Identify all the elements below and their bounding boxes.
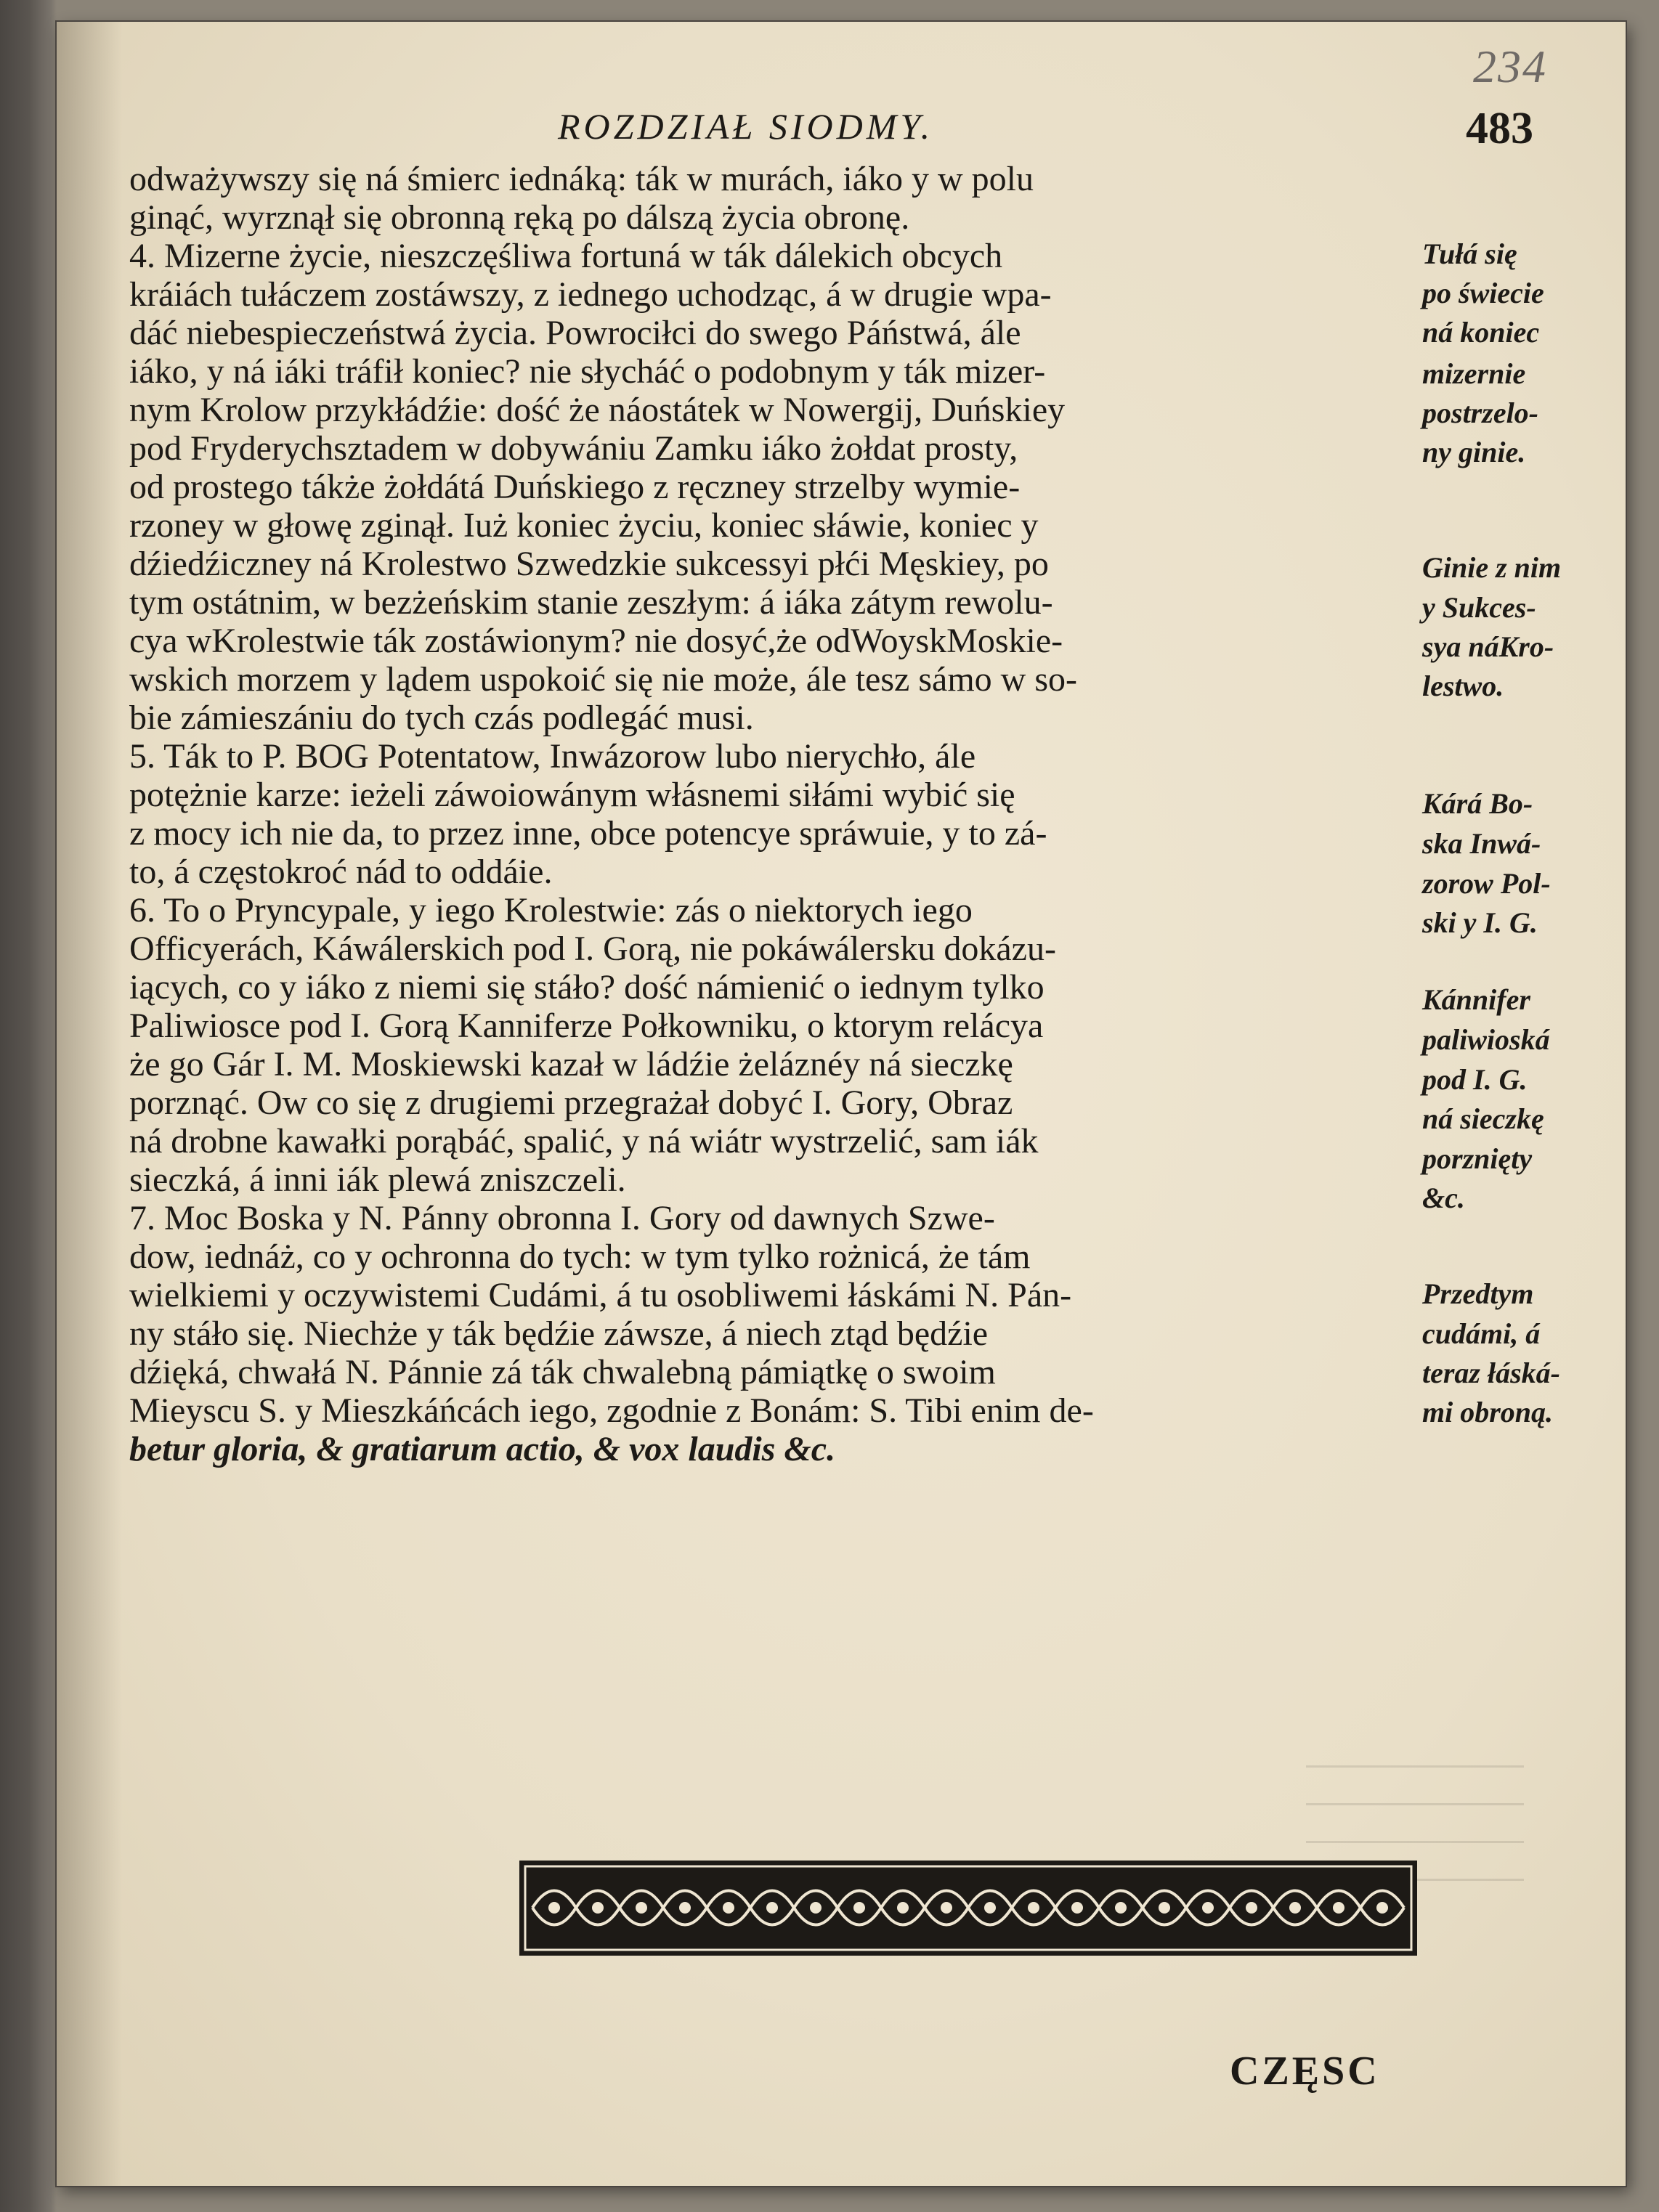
- margin-note: mi obroną.: [1422, 1396, 1554, 1428]
- margin-note: &c.: [1422, 1182, 1465, 1214]
- text-line: cya wKrolestwie ták zostáwionym? nie dosyć,że odWoyskMoskie-: [129, 622, 1063, 660]
- text-line: Paliwiosce pod I. Gorą Kanniferze Połkowniku, o ktorym relácya: [129, 1007, 1044, 1045]
- catchword: CZĘSC: [1230, 2049, 1380, 2094]
- text-line: odważywszy się ná śmierc iednáką: ták w murách, iáko y w polu: [129, 160, 1034, 198]
- margin-note: zorow Pol-: [1422, 867, 1551, 900]
- margin-note: mizernie: [1422, 357, 1526, 390]
- text-line: dźięká, chwałá N. Pánnie zá ták chwalebną pámiątkę o swoim: [129, 1353, 996, 1391]
- book-page: [57, 22, 1626, 2186]
- page-number: 483: [1466, 104, 1533, 153]
- margin-note: postrzelo-: [1422, 397, 1538, 429]
- text-line-latin: betur gloria, & gratiarum actio, & vox laudis &c.: [129, 1430, 836, 1468]
- text-line: bie zámieszániu do tych czás podlegáć musi.: [129, 699, 754, 737]
- text-line: że go Gár I. M. Moskiewski kazał w ládźie żeláznéy ná sieczkę: [129, 1045, 1013, 1083]
- text-line: ginąć, wyrznął się obronną ręką po dálszą życia obronę.: [129, 198, 910, 237]
- text-line: 7. Moc Boska y N. Pánny obronna I. Gory od dawnych Szwe-: [129, 1199, 995, 1237]
- text-line: porznąć. Ow co się z drugiemi przegrażał dobyć I. Gory, Obraz: [129, 1083, 1013, 1122]
- text-line: dow, iednáż, co y ochronna do tych: w tym tylko rożnicá, że tám: [129, 1237, 1031, 1276]
- text-line: tym ostátnim, w bezżeńskim stanie zeszłym: á iáka zátym rewolu-: [129, 583, 1053, 622]
- text-line: Mieyscu S. y Mieszkáńcách iego, zgodnie z Bonám: S. Tibi enim de-: [129, 1391, 1094, 1430]
- margin-note: porznięty: [1422, 1142, 1533, 1175]
- body-text: [129, 160, 1429, 1468]
- text-line: dźiedźiczney ná Krolestwo Szwedzkie sukcessyi płći Męskiey, po: [129, 545, 1049, 583]
- text-line: iących, co y iáko z niemi się stáło? dość námienić o iednym tylko: [129, 968, 1045, 1007]
- text-line: 6. To o Pryncypale, y iego Krolestwie: zás o niektorych iego: [129, 891, 973, 930]
- archive-number: 234: [1473, 41, 1547, 92]
- margin-note: paliwioská: [1422, 1023, 1550, 1056]
- text-line: ná drobne kawałki porąbáć, spalić, y ná wiátr wystrzelić, sam iák: [129, 1122, 1039, 1160]
- text-line: potężnie karze: ieżeli záwoiowánym włásnemi siłámi wybić się: [129, 776, 1015, 814]
- margin-note: Kánnifer: [1422, 983, 1530, 1016]
- margin-note: ski y I. G.: [1422, 906, 1538, 939]
- text-line: pod Fryderychsztadem w dobywániu Zamku iáko żołdat prosty,: [129, 429, 1018, 468]
- text-line: Officyerách, Káwálerskich pod I. Gorą, nie pokáwálersku dokázu-: [129, 930, 1056, 968]
- running-head: ROZDZIAŁ SIODMY.: [558, 106, 934, 147]
- margin-note: Przedtym: [1422, 1277, 1534, 1310]
- margin-note: po świecie: [1422, 277, 1544, 309]
- margin-note: ny ginie.: [1422, 436, 1526, 468]
- text-line: rzoney w głowę zginął. Iuż koniec życiu, koniec słáwie, koniec y: [129, 506, 1039, 545]
- text-line: 5. Ták to P. BOG Potentatow, Inwázorow lubo nierychło, ále: [129, 737, 976, 776]
- margin-note: ná koniec: [1422, 316, 1540, 349]
- text-line: kráiách tułáczem zostáwszy, z iednego uchodząc, á w drugie wpa-: [129, 275, 1052, 314]
- decorative-ornament-band: [518, 1859, 1419, 1957]
- margin-note: pod I. G.: [1422, 1063, 1528, 1096]
- margin-note: cudámi, á: [1422, 1317, 1541, 1350]
- text-line: wielkiemi y oczywistemi Cudámi, á tu osobliwemi łáskámi N. Pán-: [129, 1276, 1072, 1314]
- margin-note: Kárá Bo-: [1422, 787, 1533, 820]
- text-line: od prostego tákże żołdátá Duńskiego z ręczney strzelby wymie-: [129, 468, 1021, 506]
- margin-note: y Sukces-: [1422, 591, 1536, 624]
- text-line: z mocy ich nie da, to przez inne, obce potencye spráwuie, y to zá-: [129, 814, 1047, 853]
- text-line: 4. Mizerne życie, nieszczęśliwa fortuná w ták dálekich obcych: [129, 237, 1003, 275]
- margin-note: teraz łáská-: [1422, 1357, 1560, 1389]
- text-line: iáko, y ná iáki tráfił koniec? nie słycháć o podobnym y ták mizer-: [129, 352, 1046, 391]
- margin-note: Ginie z nim: [1422, 551, 1562, 584]
- text-line: dáć niebespieczeństwá życia. Powrociłci do swego Páństwá, ále: [129, 314, 1021, 352]
- margin-note: ska Inwá-: [1422, 827, 1541, 860]
- text-line: to, á częstokroć nád to oddáie.: [129, 853, 553, 891]
- text-line: wskich morzem y lądem uspokoić się nie może, ále tesz sámo w so-: [129, 660, 1077, 699]
- margin-note: ná sieczkę: [1422, 1102, 1544, 1135]
- text-line: ny stáło się. Niechże y ták będźie záwsze, á niech ztąd będźie: [129, 1314, 989, 1353]
- margin-note: lestwo.: [1422, 670, 1504, 702]
- text-line: sieczká, á inni iák plewá zniszczeli.: [129, 1160, 626, 1199]
- text-line: nym Krolow przykłádźie: dość że náostátek w Nowergij, Duńskiey: [129, 391, 1066, 429]
- margin-note: sya náKro-: [1422, 630, 1554, 663]
- margin-note: Tułá się: [1422, 237, 1517, 270]
